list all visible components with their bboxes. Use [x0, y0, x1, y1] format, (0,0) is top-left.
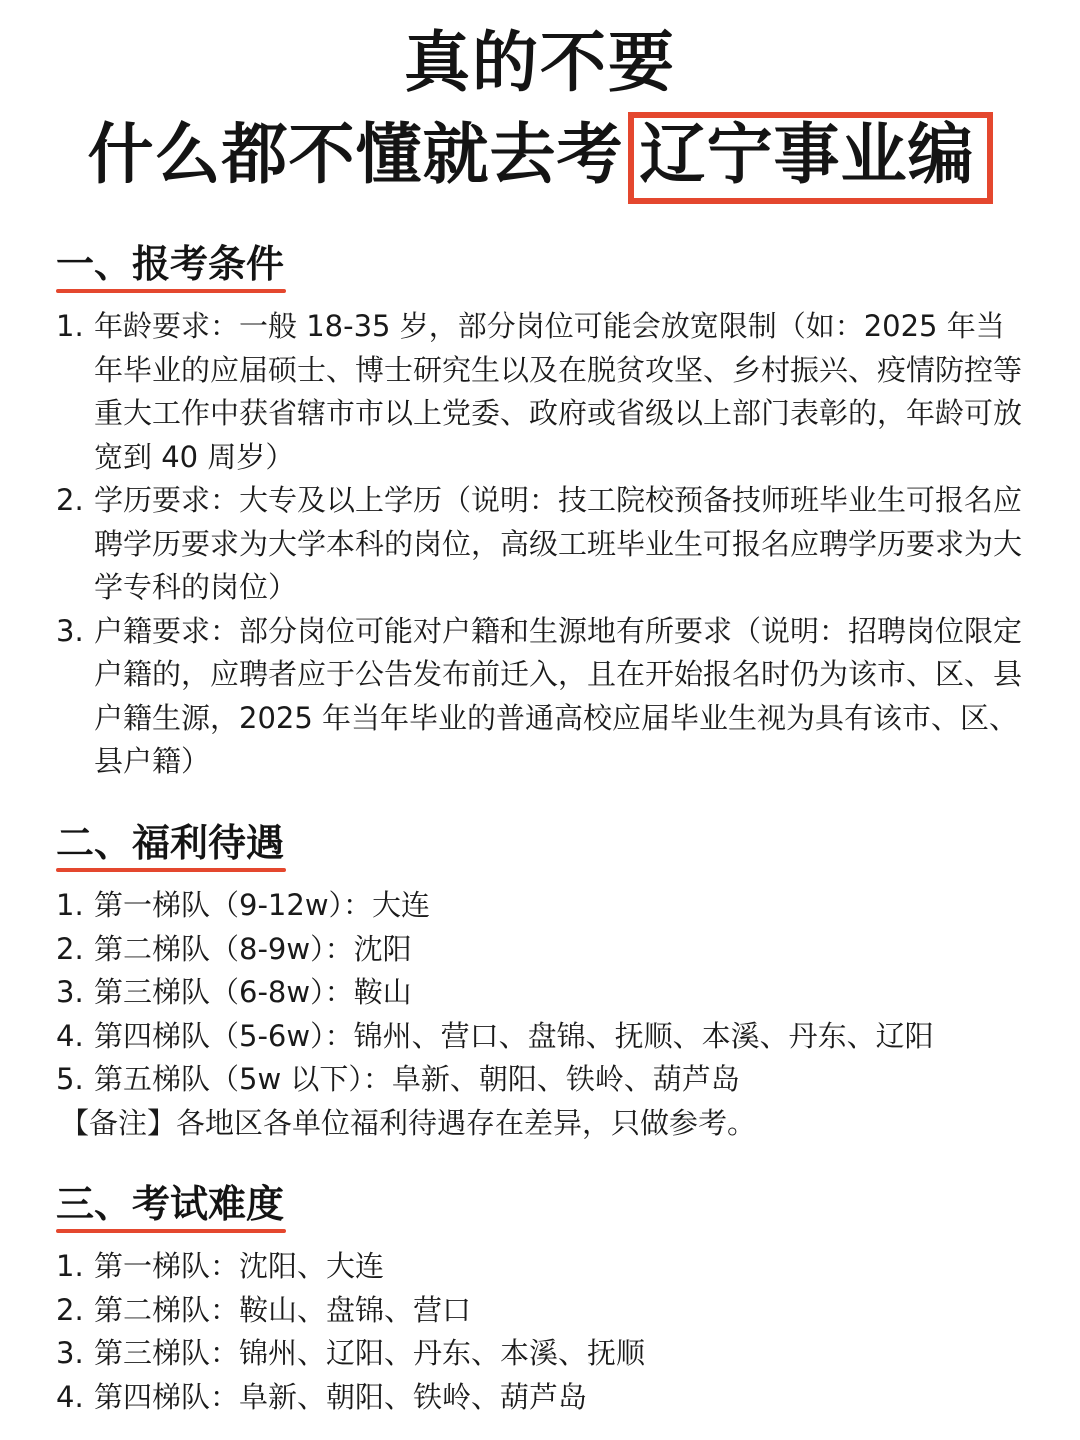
list-item: [56, 971, 1031, 1015]
requirements-list: [56, 305, 1031, 784]
list-item: [56, 884, 1031, 928]
page-title-line-2: [0, 112, 1080, 204]
item-number: 1.: [56, 1249, 84, 1283]
item-number: 4.: [56, 1018, 84, 1053]
list-item: [56, 1376, 1031, 1420]
item-text: 第四梯队（5-6w）：锦州、营口、盘锦、抚顺、本溪、丹东、辽阳: [94, 1018, 934, 1053]
section-heading: 一、报考条件: [56, 245, 286, 293]
list-item: [56, 1289, 1031, 1333]
item-text: 第四梯队：阜新、朝阳、铁岭、葫芦岛: [94, 1379, 588, 1414]
item-text: 年龄要求：一般 18-35 岁，部分岗位可能会放宽限制（如：2025 年当年毕业的应届硕士、博士研究生以及在脱贫攻坚、乡村振兴、疫情防控等重大工作中获省辖市市以上党委、政府或省级以上部门表彰的，年龄可放宽到 40 周岁）: [94, 309, 1023, 474]
benefits-note: 【备注】各地区各单位福利待遇存在差异，只做参考。: [60, 1105, 757, 1140]
list-item: [56, 928, 1031, 972]
item-number: 4.: [56, 1379, 84, 1414]
item-number: 2.: [56, 931, 84, 966]
section-benefits: [56, 821, 1031, 1145]
title-prefix: 什么都不懂就去考: [87, 116, 624, 193]
list-item: [56, 1332, 1031, 1376]
benefits-list: [56, 884, 1031, 1102]
title-highlight-box: 辽宁事业编: [628, 112, 993, 204]
difficulty-list: [56, 1245, 1031, 1419]
item-number: 3.: [56, 1336, 84, 1370]
item-text: 户籍要求：部分岗位可能对户籍和生源地有所要求（说明：招聘岗位限定户籍的，应聘者应于公告发布前迁入，且在开始报名时仍为该市、区、县户籍生源，2025 年当年毕业的普通高校应届毕业生视为具有该市、区、县户籍）: [94, 613, 1023, 778]
section-heading: 三、考试难度: [56, 1185, 286, 1233]
list-item: [56, 479, 1031, 610]
list-item: [56, 1245, 1031, 1289]
item-text: 第二梯队：鞍山、盘锦、营口: [94, 1292, 472, 1327]
list-item: [56, 305, 1031, 479]
list-item: [56, 1058, 1031, 1102]
item-number: 5.: [56, 1062, 84, 1096]
section-requirements: [56, 242, 1031, 784]
item-number: 3.: [56, 975, 84, 1009]
item-text: 第二梯队（8-9w）：沈阳: [94, 931, 412, 966]
section-exam-difficulty: [56, 1182, 1031, 1419]
page-title-line-1: 真的不要: [404, 24, 676, 101]
item-text: 第三梯队：锦州、辽阳、丹东、本溪、抚顺: [94, 1336, 646, 1370]
item-text: 第三梯队（6-8w）：鞍山: [94, 975, 412, 1009]
section-heading: 二、福利待遇: [56, 824, 286, 872]
item-number: 3.: [56, 613, 84, 648]
item-number: 1.: [56, 888, 84, 922]
item-number: 2.: [56, 1292, 84, 1327]
item-text: 第一梯队（9-12w）：大连: [94, 888, 431, 922]
list-item: [56, 1015, 1031, 1059]
item-text: 第五梯队（5w 以下）：阜新、朝阳、铁岭、葫芦岛: [94, 1062, 740, 1096]
item-text: 学历要求：大专及以上学历（说明：技工院校预备技师班毕业生可报名应聘学历要求为大学本科的岗位，高级工班毕业生可报名应聘学历要求为大学专科的岗位）: [94, 483, 1023, 604]
item-text: 第一梯队：沈阳、大连: [94, 1249, 385, 1283]
item-number: 2.: [56, 483, 84, 517]
item-number: 1.: [56, 309, 84, 343]
list-item: [56, 610, 1031, 784]
